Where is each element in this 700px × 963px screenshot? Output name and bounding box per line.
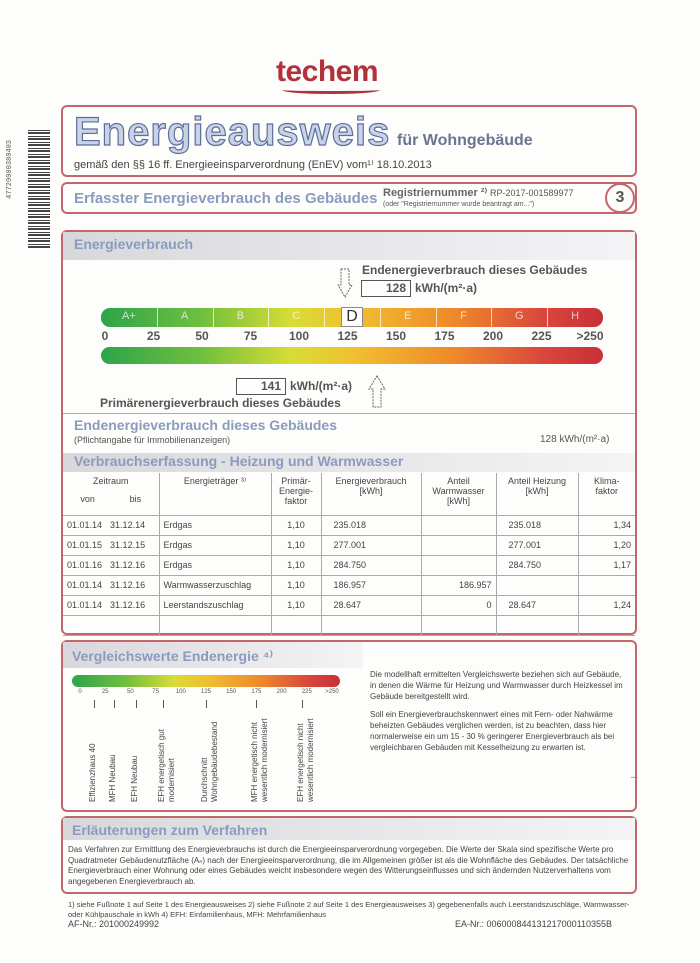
prim-energy-label: Primärenergieverbrauch dieses Gebäudes [100, 396, 341, 410]
end-block-subtitle: (Pflichtangabe für Immobilienanzeigen) [74, 435, 231, 445]
energy-class-g: G [515, 310, 524, 322]
cell-klima: 1,24 [578, 595, 635, 615]
end-block-value: 128 kWh/(m²·a) [540, 434, 610, 445]
comparison-title: Vergleichswerte Endenergie ⁴⁾ [72, 648, 273, 664]
comparison-scale-number: 225 [301, 689, 312, 695]
table-row [63, 515, 635, 535]
energy-scale-number: 25 [146, 329, 161, 343]
table-row [63, 535, 635, 555]
cell-zeitraum: 01.01.15 31.12.15 [63, 535, 159, 555]
col-faktor: Primär- Energie- faktor [271, 473, 321, 515]
techem-logo: techem [276, 55, 379, 88]
cell-klima: 1,34 [578, 515, 635, 535]
reference-label: EFH energetisch nicht wesentlich modernisiert [296, 718, 315, 802]
energy-scale-number: 50 [195, 329, 209, 343]
registration-number: RP-2017-001589977 [490, 188, 574, 198]
cell-verbrauch: 186.957 [321, 575, 421, 595]
cell-klima: 1,20 [578, 535, 635, 555]
cell-verbrauch: 284.750 [321, 555, 421, 575]
footnotes: 1) siehe Fußnote 1 auf Seite 1 des Energieausweises 2) siehe Fußnote 2 auf Seite 1 des Energieausweises 3) gegebenenfalls auch Leerstandszuschläge, Warmwasser- oder Kühlpauschale in kWh 4) EFH: Einfamilienhaus, MFH: Mehrfamilienhaus [68, 900, 630, 919]
col-von: von [80, 494, 95, 504]
reference-label: EFH energetisch gut modernisiert [157, 729, 176, 802]
reference-marker [206, 700, 207, 708]
energy-scale-number: 225 [531, 329, 552, 343]
reference-label: Durchschnitt Wohngebäudebestand [200, 721, 219, 802]
reference-marker [94, 700, 95, 708]
energy-class-divider [213, 308, 214, 327]
end-energy-unit: kWh/(m²·a) [415, 281, 477, 295]
col-zeitraum: Zeitraum von bis [63, 473, 159, 515]
cell-heizung [496, 615, 578, 635]
page-number: 3 [605, 183, 635, 213]
comparison-scale-number: 100 [175, 689, 186, 695]
cell-heizung: 235.018 [496, 515, 578, 535]
af-number: AF-Nr.: 201000249992 [68, 919, 160, 929]
cell-heizung: 28.647 [496, 595, 578, 615]
reference-label: MFH energetisch nicht wesentlich modernisiert [250, 718, 269, 802]
comparison-scale-number: 125 [200, 689, 211, 695]
cell-ww: 0 [421, 595, 496, 615]
cell-verbrauch: 277.001 [321, 535, 421, 555]
energy-class-b: B [236, 310, 245, 322]
cell-heizung [496, 575, 578, 595]
cell-traeger: Erdgas [159, 555, 271, 575]
cell-zeitraum: 01.01.14 31.12.14 [63, 515, 159, 535]
reference-label: Effizienzhaus 40 [88, 743, 97, 802]
energy-class-divider [157, 308, 158, 327]
cell-klima [578, 575, 635, 595]
reference-label: EFH Neubau [130, 755, 139, 802]
energy-class-d: D [341, 307, 363, 327]
energy-scale-number: 0 [101, 329, 109, 343]
cell-verbrauch [321, 615, 421, 635]
reference-label: MFH Neubau [108, 754, 117, 802]
energy-scale-number: 150 [385, 329, 407, 343]
cell-heizung: 277.001 [496, 535, 578, 555]
comparison-scale-number: 200 [276, 689, 287, 695]
comparison-scale-number: >250 [325, 689, 339, 695]
cell-traeger: Leerstandszuschlag [159, 595, 271, 615]
cell-faktor: 1,10 [271, 595, 321, 615]
energy-class-a: A [180, 310, 189, 322]
cell-faktor: 1,10 [271, 575, 321, 595]
cell-traeger: Erdgas [159, 515, 271, 535]
energy-class-h: H [571, 310, 580, 322]
explanation-title: Erläuterungen zum Verfahren [72, 822, 268, 838]
col-anteil-ww: Anteil Warmwasser [kWh] [421, 473, 496, 515]
cell-faktor: 1,10 [271, 535, 321, 555]
col-klima: Klima- faktor [578, 473, 635, 515]
cell-klima [578, 615, 635, 635]
energy-title: Energieverbrauch [74, 236, 194, 252]
cell-traeger [159, 615, 271, 635]
cell-ww [421, 515, 496, 535]
comparison-scale-number: 75 [152, 689, 159, 695]
reference-marker [114, 700, 115, 708]
reference-marker [256, 700, 257, 708]
consumption-table [63, 473, 635, 636]
cell-ww [421, 535, 496, 555]
energy-class-f: F [460, 310, 467, 322]
comparison-text-2: Soll ein Energieverbrauchskennwert eines mit Fern- oder Nahwärme beheizten Gebäudes verglichen werden, ist zu beachten, dass hier normalerweise ein um 15 - 30 % geringerer Energieverbrauch als bei vergleichbaren Gebäuden mit Kesselheizung zu erwarten ist. [370, 710, 615, 752]
comparison-scale-number: 0 [78, 689, 82, 695]
energy-scale-number: >250 [576, 329, 604, 343]
reference-marker [136, 700, 137, 708]
verbrauch-title: Verbrauchserfassung - Heizung und Warmwasser [74, 453, 404, 469]
energy-class-aplus: A+ [121, 310, 136, 322]
legal-basis: gemäß den §§ 16 ff. Energieeinsparverordnung (EnEV) vom¹⁾ 18.10.2013 [74, 159, 432, 171]
registration-note: (oder "Registriernummer wurde beantragt am...") [383, 201, 535, 208]
cell-ww: 186.957 [421, 575, 496, 595]
explanation-text: Das Verfahren zur Ermittlung des Energieverbrauchs ist durch die Energieeinsparverordnung vorgegeben. Die Werte der Skala sind spezifische Werte pro Quadratmeter Gebäudenutzfläche (Aₙ) nach der Energieeinsparverordnung, die im Allgemeinen größer ist als die Wohnfläche des Gebäudes. Der tatsächliche Energieverbrauch einer Wohnung oder eines Gebäudes weicht insbesondere wegen des Witterungseinflusses und sich ändernden Nutzerverhaltens vom angegebenen Energieverbrauch ab. [68, 845, 629, 886]
cell-zeitraum: 01.01.14 31.12.16 [63, 595, 159, 615]
margin-mark: ─ [631, 772, 638, 782]
reference-marker [163, 700, 164, 708]
table-row [63, 575, 635, 595]
comparison-scale-number: 175 [251, 689, 262, 695]
cell-ww [421, 555, 496, 575]
energy-class-divider [547, 308, 548, 327]
table-row [63, 595, 635, 615]
energy-scale-number: 125 [337, 329, 358, 343]
cell-zeitraum: 01.01.14 31.12.16 [63, 575, 159, 595]
prim-energy-value: 141 [236, 378, 286, 395]
cell-zeitraum: 01.01.16 31.12.16 [63, 555, 159, 575]
cell-heizung: 284.750 [496, 555, 578, 575]
comparison-scale-number: 50 [127, 689, 134, 695]
energy-scale-bottom [101, 347, 603, 364]
comparison-scale-number: 25 [101, 689, 109, 695]
energy-class-divider [268, 308, 269, 327]
energy-scale-number: 200 [482, 329, 504, 343]
prim-energy-unit: kWh/(m²·a) [290, 379, 352, 393]
barcode-number: 47720000380403 [6, 140, 14, 199]
logo-swoosh [282, 86, 380, 94]
col-anteil-heizung: Anteil Heizung [kWh] [496, 473, 578, 515]
energy-class-divider [491, 308, 492, 327]
barcode-icon [28, 130, 50, 248]
prim-arrow-up-icon [368, 375, 386, 408]
col-traeger: Energieträger ³⁾ [159, 473, 271, 515]
ea-number: EA-Nr.: 006000844131217000110355B [455, 919, 612, 929]
cell-klima: 1,17 [578, 555, 635, 575]
end-arrow-down-icon [337, 268, 353, 298]
cell-faktor: 1,10 [271, 555, 321, 575]
col-verbrauch: Energieverbrauch [kWh] [321, 473, 421, 515]
comparison-scale [72, 675, 340, 687]
energy-class-divider [380, 308, 381, 327]
cell-traeger: Erdgas [159, 535, 271, 555]
energy-class-divider [324, 308, 325, 327]
energy-class-divider [436, 308, 437, 327]
cell-verbrauch: 235.018 [321, 515, 421, 535]
cell-verbrauch: 28.647 [321, 595, 421, 615]
cell-faktor: 1,10 [271, 515, 321, 535]
section-title: Erfasster Energieverbrauch des Gebäudes [74, 190, 378, 207]
reference-marker [302, 700, 303, 708]
energy-scale-number: 75 [243, 329, 258, 343]
cell-traeger: Warmwasserzuschlag [159, 575, 271, 595]
table-row [63, 615, 635, 635]
divider [63, 413, 635, 414]
end-block-title: Endenergieverbrauch dieses Gebäudes [74, 417, 337, 433]
page-subtitle: für Wohngebäude [397, 132, 533, 149]
end-energy-value: 128 [361, 280, 411, 297]
comparison-scale-number: 150 [226, 689, 237, 695]
comparison-text-1: Die modellhaft ermittelten Vergleichswerte beziehen sich auf Gebäude, in denen die Wärme für Heizung und Warmwasser durch Heizkessel im Gebäude bereitgestellt wird. [370, 670, 623, 701]
energy-scale-number: 100 [288, 329, 310, 343]
energy-class-c: C [292, 310, 301, 322]
cell-faktor [271, 615, 321, 635]
energy-class-e: E [404, 310, 412, 322]
page-title: Energieausweis [74, 110, 391, 154]
col-bis: bis [129, 494, 142, 504]
end-energy-label: Endenergieverbrauch dieses Gebäudes [362, 263, 588, 277]
cell-zeitraum [63, 615, 159, 635]
cell-ww [421, 615, 496, 635]
registration-label: Registriernummer ²⁾ [383, 187, 488, 199]
table-row [63, 555, 635, 575]
energy-scale-number: 175 [434, 329, 455, 343]
